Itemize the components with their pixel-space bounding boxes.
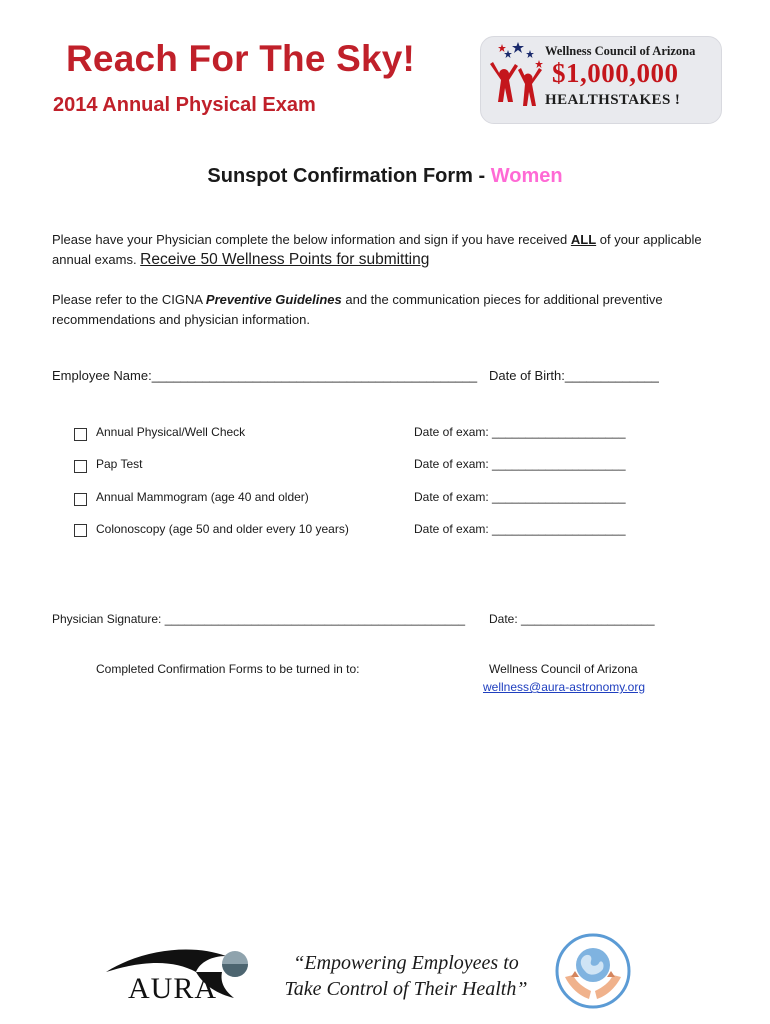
footer-quote [272,950,540,1002]
exam-label-physical: Annual Physical/Well Check [96,425,246,439]
guidelines-text: Please refer to the CIGNA [52,292,206,307]
submission-recipient: Wellness Council of Arizona [489,662,638,676]
exam-checkbox-pap[interactable] [74,460,87,473]
instruction-text-2: of your applicable annual exams. [52,232,702,267]
instruction-paragraph [52,230,732,270]
exam-date-colonoscopy[interactable]: Date of exam: ____________________ [414,522,626,536]
exam-label-mammogram: Annual Mammogram (age 40 and older) [96,490,309,504]
exam-label-colonoscopy: Colonoscopy (age 50 and older every 10 years) [96,522,349,536]
logo-healthstakes: HEALTHSTAKES ! [545,92,681,108]
date-of-birth-field[interactable]: Date of Birth:_____________ [489,368,659,383]
exam-label-pap: Pap Test [96,457,143,471]
globe-hands-icon [555,933,631,1009]
guidelines-paragraph [52,290,732,330]
exam-checkbox-colonoscopy[interactable] [74,524,87,537]
exam-checkbox-mammogram[interactable] [74,493,87,506]
instruction-all: ALL [570,232,597,247]
exam-checkbox-physical[interactable] [74,428,87,441]
celebrating-figures-icon [484,40,548,118]
guidelines-title: Preventive Guidelines [205,292,342,307]
submission-instruction: Completed Confirmation Forms to be turned in to: [96,662,360,676]
aura-wordmark: AURA [128,972,218,1005]
logo-prize-amount: $1,000,000 [552,58,679,88]
page-subtitle: 2014 Annual Physical Exam [53,94,316,116]
quote-line-1: “Empowering Employees to [293,952,519,974]
employee-name-field[interactable]: Employee Name:_____________________________________________ [52,368,478,383]
physician-signature-field[interactable]: Physician Signature: _____________________________________________ [52,612,466,626]
exam-date-physical[interactable]: Date of exam: ____________________ [414,425,626,439]
quote-line-2: Take Control of Their Health” [284,978,528,1000]
form-title [0,165,770,188]
reward-text: Receive 50 Wellness Points for submitting [140,251,430,268]
signature-date-field[interactable]: Date: ____________________ [489,612,655,626]
submission-email-link[interactable]: wellness@aura-astronomy.org [483,680,646,694]
exam-date-mammogram[interactable]: Date of exam: ____________________ [414,490,626,504]
exam-date-pap[interactable]: Date of exam: ____________________ [414,457,626,471]
logo-council-name: Wellness Council of Arizona [545,44,696,58]
form-title-women: Women [490,165,563,187]
form-title-main: Sunspot Confirmation Form - [207,165,491,187]
guidelines-text-2: and the communication pieces for additional preventive recommendations and physician information. [52,292,663,327]
instruction-text: Please have your Physician complete the below information and sign if you have received [52,232,571,247]
page-title: Reach For The Sky! [66,38,416,79]
